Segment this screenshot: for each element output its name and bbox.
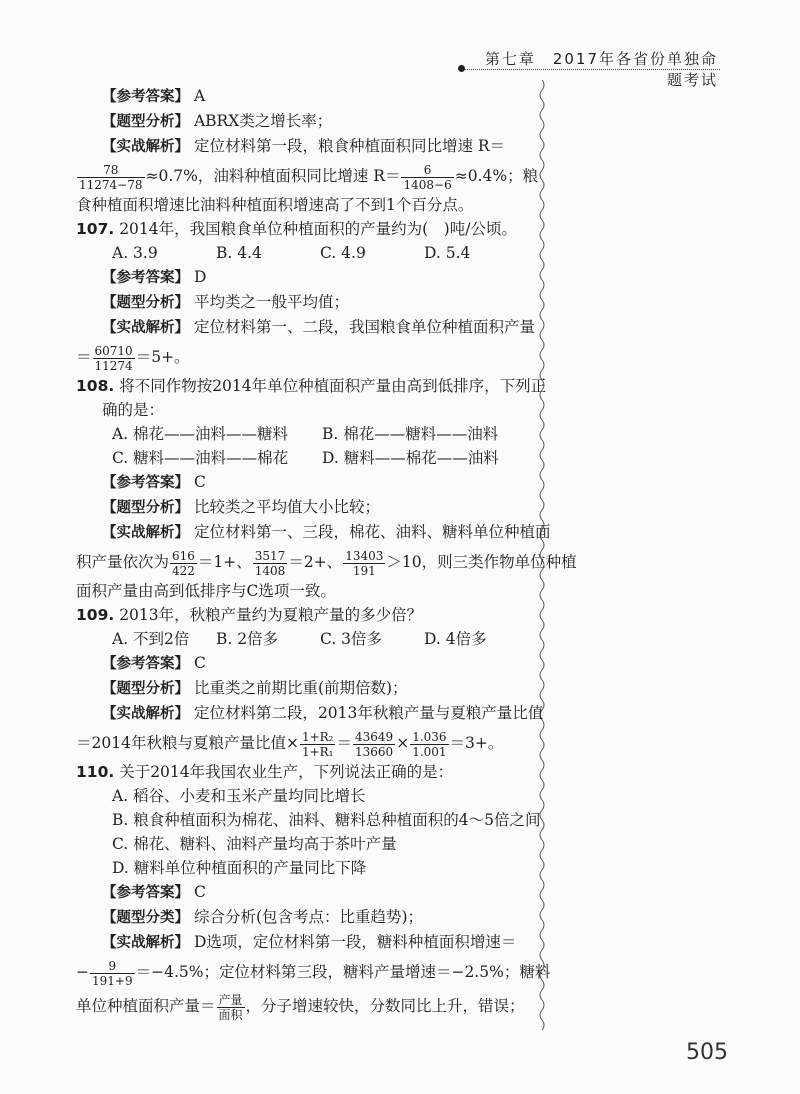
fraction: $\frac{6}{1408-6}$: [403, 162, 452, 192]
q106-answer: A: [193, 87, 206, 105]
option: D. 5.4: [424, 244, 471, 262]
solution-text: ＝: [336, 734, 352, 752]
question-number: 110.: [76, 763, 115, 781]
solution-label: 【实战解析】: [102, 320, 189, 336]
fraction: $\frac{78}{11274-78}$: [79, 162, 143, 192]
fraction: $\frac{43649}{13660}$: [355, 729, 394, 759]
q106-sol-mid1: ≈0.7%，油料种植面积同比增速 R＝: [145, 167, 401, 185]
fraction: $\frac{60710}{11274}$: [94, 343, 133, 373]
page-content: [76, 84, 577, 1023]
q110-answer: C: [193, 883, 206, 901]
solution-label: 【实战解析】: [102, 706, 189, 722]
answer-label: 【参考答案】: [102, 270, 189, 286]
q107-type: 平均类之一般平均值；: [193, 293, 349, 311]
q108-answer: C: [193, 473, 206, 491]
solution-text: ＝2014年秋粮与夏粮产量比值×: [76, 734, 299, 752]
equals: ＝: [76, 348, 92, 366]
fraction: $\frac{3517}{1408}$: [254, 548, 286, 578]
q110-stem: [76, 760, 536, 784]
q107-stem: [76, 217, 536, 241]
solution-text: 单位种植面积产量＝: [76, 997, 216, 1015]
q109-type: 比重类之前期比重(前期倍数)；: [193, 679, 408, 697]
type-label: 【题型分析】: [102, 114, 189, 130]
answer-label: 【参考答案】: [102, 89, 189, 105]
q109-stem: [76, 603, 536, 627]
option: D. 糖料单位种植面积的产量同比下降: [112, 859, 367, 877]
option: B. 2倍多: [216, 630, 279, 648]
q106-sol-line3: 食种植面积增速比油料种植面积增速高了不到1个百分点。: [76, 196, 474, 214]
q110-type: 综合分析(包含考点：比重趋势)；: [193, 908, 424, 926]
option: A. 棉花——油料——糖料: [112, 425, 289, 443]
question-number: 107.: [76, 220, 115, 238]
answer-label: 【参考答案】: [102, 475, 189, 491]
q109-answer-line: [76, 651, 536, 676]
q110-sol-line3: [76, 989, 536, 1023]
solution-text: ×: [396, 734, 410, 752]
q106-sol-text1: 定位材料第一段，粮食种植面积同比增速 R＝: [193, 137, 506, 155]
type-label: 【题型分析】: [102, 681, 189, 697]
fraction: $\frac{13403}{191}$: [345, 548, 384, 578]
solution-text: 定位材料第二段，2013年秋粮产量与夏粮产量比值: [193, 704, 544, 722]
q110-sol-line2: [76, 955, 551, 989]
q108-type: 比较类之平均值大小比较；: [193, 498, 380, 516]
q108-sol-line2: [76, 545, 577, 579]
solution-text: ＝3+。: [449, 734, 504, 752]
q106-sol-mid2: ≈0.4%；粮: [454, 167, 539, 185]
option: D. 糖料——棉花——油料: [322, 449, 499, 467]
q108-stem1: [76, 374, 547, 398]
option: A. 3.9: [112, 244, 158, 262]
solution-label: 【实战解析】: [102, 525, 189, 541]
q108-sol-line1: [76, 520, 551, 545]
question-stem: 2014年，我国粮食单位种植面积的产量约为( )吨/公顷。: [119, 220, 517, 238]
option: C. 棉花、糖料、油料产量均高于茶叶产量: [112, 835, 397, 853]
answer-label: 【参考答案】: [102, 885, 189, 901]
solution-label: 【实战解析】: [102, 935, 189, 951]
solution-text: ，分子增速较快，分数同比上升，错误；: [245, 997, 525, 1015]
q108-options-row2: [76, 446, 536, 470]
q108-stem2: 确的是：: [102, 401, 165, 419]
q108-answer-line: [76, 470, 536, 495]
option: B. 粮食种植面积为棉花、油料、糖料总种植面积的4～5倍之间: [112, 811, 541, 829]
solution-label: 【实战解析】: [102, 139, 189, 155]
q108-options-row1: [76, 422, 536, 446]
option: C. 4.9: [320, 244, 366, 262]
question-number: 108.: [76, 377, 115, 395]
q109-answer: C: [193, 654, 206, 672]
q110-type-line: [76, 905, 536, 930]
solution-text: ＝2+、: [288, 553, 343, 571]
q107-answer: D: [193, 268, 207, 286]
option: B. 4.4: [216, 244, 262, 262]
option: D. 4倍多: [424, 630, 487, 648]
fraction: $\frac{1.036}{1.001}$: [412, 729, 447, 759]
q107-options: [76, 241, 536, 265]
question-number: 109.: [76, 606, 115, 624]
option: C. 糖料——油料——棉花: [112, 449, 289, 467]
q108-type-line: [76, 495, 536, 520]
q109-sol-line1: [76, 701, 544, 726]
fraction: $\frac{\text{产量}}{\text{面积}}$: [218, 992, 243, 1022]
option: B. 棉花——糖料——油料: [322, 425, 499, 443]
option: C. 3倍多: [320, 630, 383, 648]
option: A. 不到2倍: [112, 630, 190, 648]
page-number: 505: [686, 1040, 728, 1065]
q108-sol-line3: 面积产量由高到低排序与C选项一致。: [76, 582, 336, 600]
q110-sol-line1: [76, 930, 536, 955]
question-stem: 2013年，秋粮产量约为夏粮产量的多少倍？: [119, 606, 423, 624]
q107-sol-line1: [76, 315, 536, 340]
question-stem: 将不同作物按2014年单位种植面积产量由高到低排序，下列正: [119, 377, 547, 395]
solution-text: ＝1+、: [197, 553, 252, 571]
running-header: 第七章 2017年各省份单独命题考试: [484, 50, 718, 89]
question-stem: 关于2014年我国农业生产，下列说法正确的是：: [119, 763, 454, 781]
q106-type: ABRX类之增长率；: [193, 112, 333, 130]
solution-text: 定位材料第一、二段，我国粮食单位种植面积产量: [193, 318, 535, 336]
q106-type-line: [76, 109, 536, 134]
q110-answer-line: [76, 880, 536, 905]
header-rule: [464, 69, 720, 70]
type-label: 【题型分析】: [102, 500, 189, 516]
solution-text: 定位材料第一、三段，棉花、油料、糖料单位种植面: [193, 523, 551, 541]
solution-text: ＞10，则三类作物单位种植: [386, 553, 577, 571]
solution-text: D选项，定位材料第一段，糖料种植面积增速＝: [193, 933, 517, 951]
q109-type-line: [76, 676, 536, 701]
type-label: 【题型分析】: [102, 295, 189, 311]
fraction: $\frac{9}{191+9}$: [92, 958, 133, 988]
q106-answer-line: [76, 84, 536, 109]
q107-type-line: [76, 290, 536, 315]
q109-options: [76, 627, 536, 651]
q106-sol-line1: [76, 134, 536, 159]
option: A. 稻谷、小麦和玉米产量均同比增长: [112, 787, 366, 805]
solution-text: ＝5+。: [135, 348, 190, 366]
fraction: $\frac{\text{1+R₂}}{\text{1+R₁}}$: [301, 729, 334, 759]
answer-label: 【参考答案】: [102, 656, 189, 672]
minus-sign: −: [76, 963, 89, 981]
q107-sol-line2: [76, 340, 536, 374]
q106-sol-line2: [76, 159, 539, 193]
fraction: $\frac{616}{422}$: [172, 548, 195, 578]
q109-sol-line2: [76, 726, 536, 760]
solution-text: ＝−4.5%；定位材料第三段，糖料产量增速＝−2.5%；糖料: [135, 963, 551, 981]
type-class-label: 【题型分类】: [102, 910, 189, 926]
q107-answer-line: [76, 265, 536, 290]
solution-text: 积产量依次为: [76, 553, 170, 571]
